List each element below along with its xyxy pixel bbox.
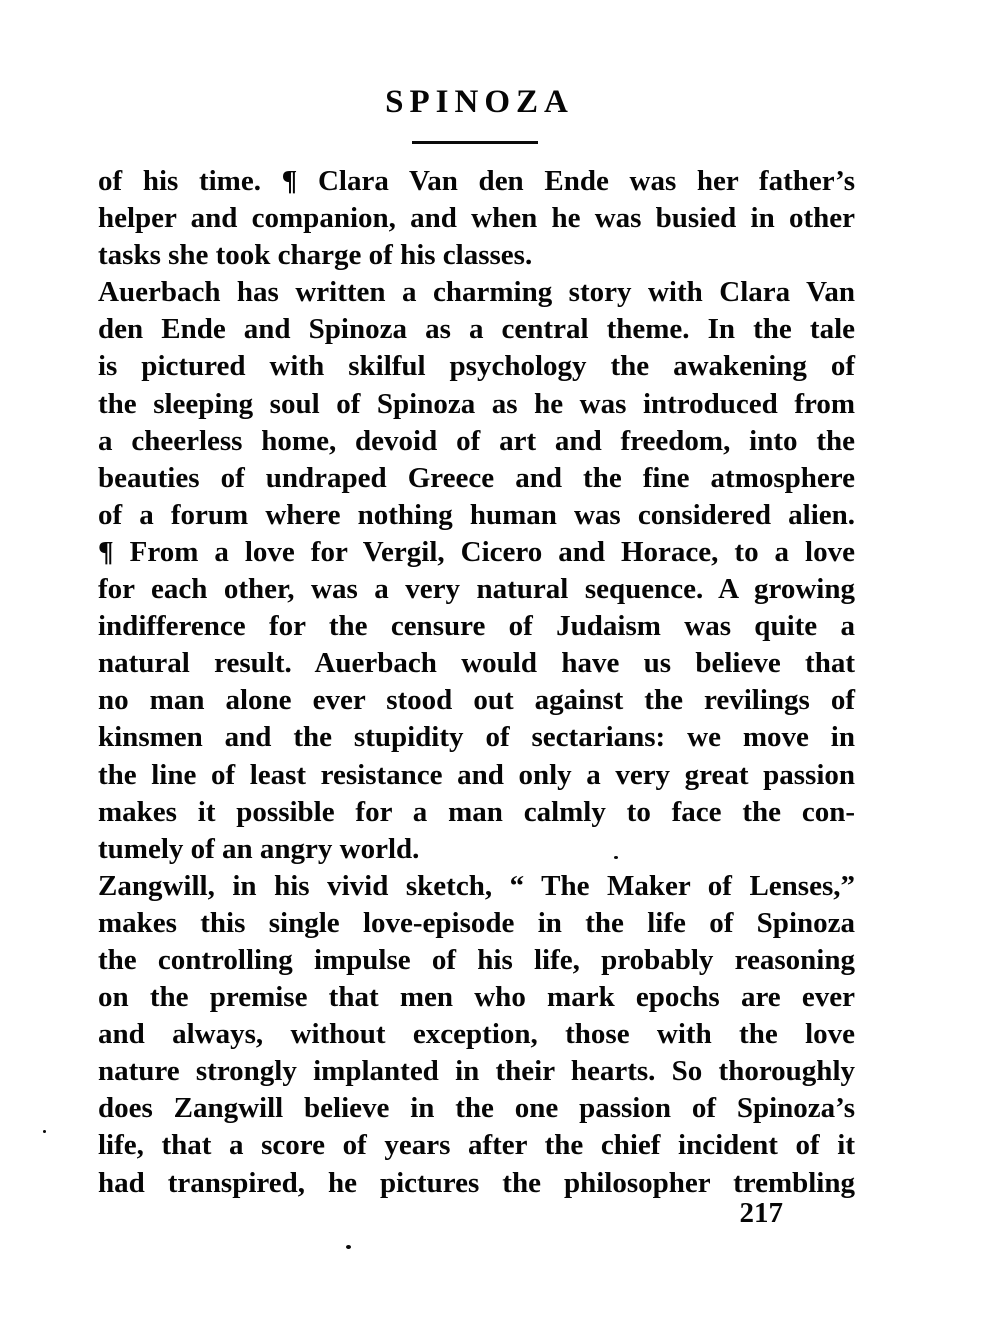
- text-line: Zangwill, in his vivid sketch, “ The Maker of Lenses,”: [98, 869, 855, 902]
- scan-speck: [43, 1130, 46, 1133]
- text-line: the controlling impulse of his life, probably reasoning: [98, 943, 855, 976]
- text-line: for each other, was a very natural sequence. A growing: [98, 573, 855, 606]
- text-line: is pictured with skilful psychology the awakening of: [98, 350, 855, 383]
- text-line: ¶ From a love for Vergil, Cicero and Horace, to a love: [98, 535, 855, 568]
- text-line: nature strongly implanted in their hearts. So thoroughly: [98, 1055, 855, 1088]
- text-line: den Ende and Spinoza as a central theme. In the tale: [98, 313, 855, 346]
- text-line: no man alone ever stood out against the revilings of: [98, 684, 855, 717]
- text-line: does Zangwill believe in the one passion of Spinoza’s: [98, 1092, 855, 1125]
- text-line: and always, without exception, those with the love: [98, 1018, 855, 1051]
- title-divider-rule: [412, 141, 538, 144]
- text-line: helper and companion, and when he was busied in other: [98, 202, 855, 235]
- scan-speck: [614, 856, 618, 859]
- text-line: kinsmen and the stupidity of sectarians: we move in: [98, 721, 855, 754]
- page-number: 217: [739, 1197, 783, 1229]
- text-line: tasks she took charge of his classes.: [98, 239, 533, 272]
- scan-speck: [346, 1245, 351, 1249]
- text-line: makes this single love-episode in the life of Spinoza: [98, 906, 855, 939]
- text-line: the line of least resistance and only a very great passion: [98, 758, 855, 791]
- text-line: tumely of an angry world.: [98, 832, 420, 865]
- text-line: on the premise that men who mark epochs are ever: [98, 981, 855, 1014]
- body-lines: [98, 163, 855, 1202]
- text-line: life, that a score of years after the chief incident of it: [98, 1129, 855, 1162]
- text-line: natural result. Auerbach would have us believe that: [98, 647, 855, 680]
- text-line: Auerbach has written a charming story with Clara Van: [98, 276, 855, 309]
- text-line: indifference for the censure of Judaism was quite a: [98, 610, 855, 643]
- page-title: SPINOZA: [385, 84, 574, 120]
- text-line: beauties of undraped Greece and the fine atmosphere: [98, 461, 855, 494]
- text-line: the sleeping soul of Spinoza as he was introduced from: [98, 387, 855, 420]
- text-line: a cheerless home, devoid of art and freedom, into the: [98, 424, 855, 457]
- text-line: had transpired, he pictures the philosopher trembling: [98, 1166, 855, 1199]
- text-line: makes it possible for a man calmly to face the con-: [98, 795, 855, 828]
- text-line: of his time. ¶ Clara Van den Ende was her father’s: [98, 165, 855, 197]
- text-line: of a forum where nothing human was considered alien.: [98, 498, 855, 531]
